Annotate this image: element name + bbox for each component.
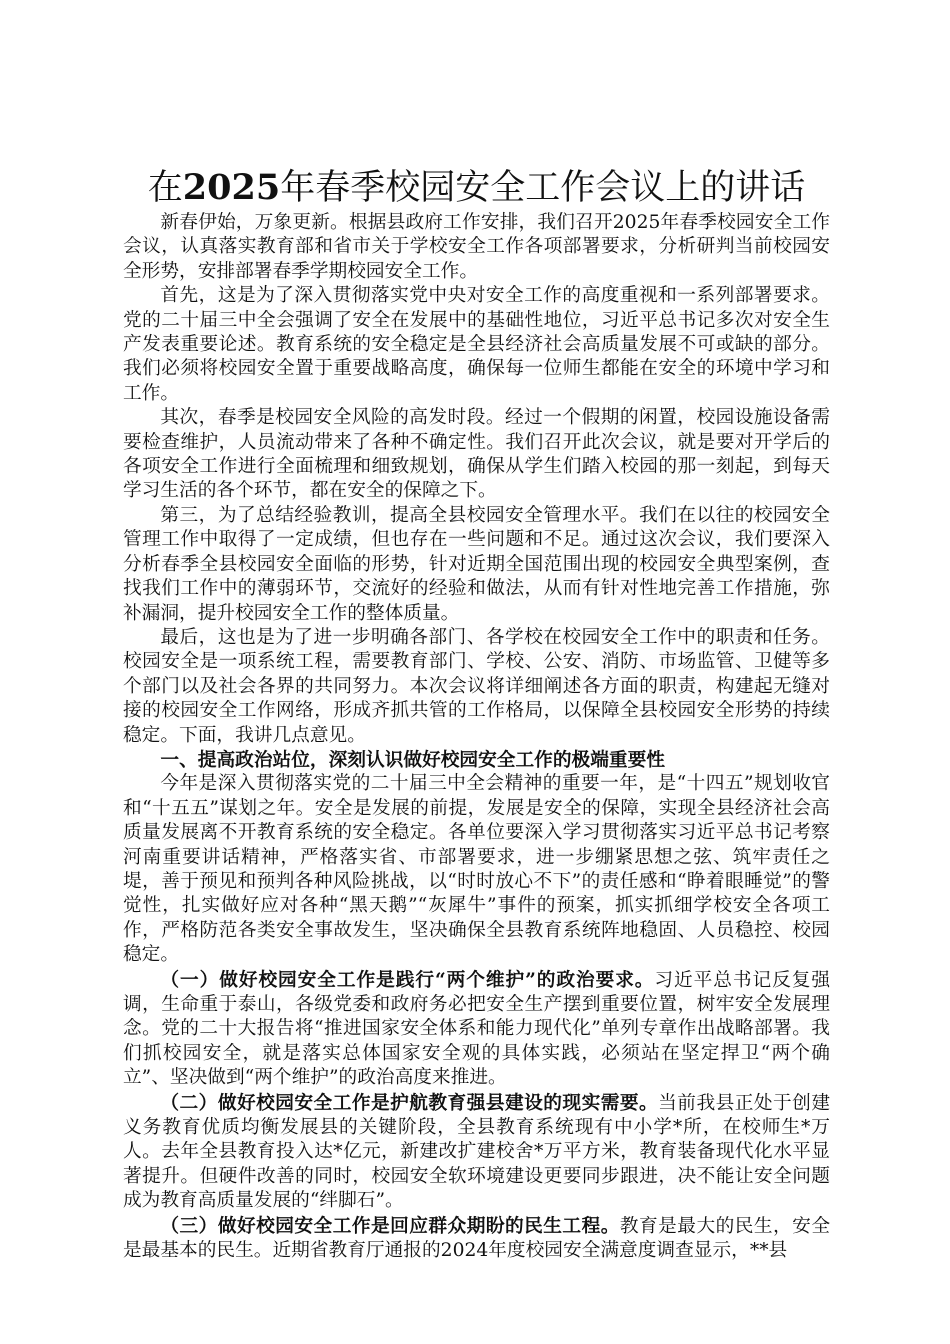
subsection-3 (123, 1214, 830, 1264)
subsection-1-body: 习近平总书记反复强调，生命重于泰山，各级党委和政府务必把安全生产摆到重要位置，树牢安全发展理念。党的二十大报告将“推进国家安全体系和能力现代化”单列专章作出战略部署。我们抓校园安全，就是落实总体国家安全观的具体实践，必须站在坚定捍卫“两个确立”、坚决做到“两个维护”的政治高度来推进。 (123, 969, 831, 1089)
subsection-1 (123, 968, 830, 1091)
paragraph-last: 最后，这也是为了进一步明确各部门、各学校在校园安全工作中的职责和任务。校园安全是一项系统工程，需要教育部门、学校、公安、消防、市场监管、卫健等多个部门以及社会各界的共同努力。本次会议将详细阐述各方面的职责，构建起无缝对接的校园安全工作网络，形成齐抓共管的工作格局，以保障全县校园安全形势的持续稳定。下面，我讲几点意见。 (123, 626, 830, 746)
title-prefix: 在 (147, 168, 183, 208)
subsection-3-body: 教育是最大的民生，安全是最基本的民生。近期省教育厅通报的2024年度校园安全满意度调查显示，**县 (123, 1215, 831, 1262)
subsection-3-lead: （三）做好校园安全工作是回应群众期盼的民生工程。 (160, 1214, 620, 1237)
title-year: 2025 (182, 167, 281, 208)
paragraph-second: 其次，春季是校园安全风险的高发时段。经过一个假期的闲置，校园设施设备需要检查维护，人员流动带来了各种不确定性。我们召开此次会议，就是要对开学后的各项安全工作进行全面梳理和细致规划，确保从学生们踏入校园的那一刻起，到每天学习生活的各个环节，都在安全的保障之下。 (123, 407, 830, 502)
document-page (123, 165, 830, 1263)
subsection-2-lead: （二）做好校园安全工作是护航教育强县建设的现实需要。 (160, 1091, 659, 1114)
title-suffix: 年春季校园安全工作会议上的讲话 (280, 168, 806, 208)
paragraph-section-1: 今年是深入贯彻落实党的二十届三中全会精神的重要一年，是“十四五”规划收官和“十五五”谋划之年。安全是发展的前提，发展是安全的保障，实现全县经济社会高质量发展离不开教育系统的安全稳定。各单位要深入学习贯彻落实习近平总书记考察河南重要讲话精神，严格落实省、市部署要求，进一步绷紧思想之弦、筑牢责任之堤，善于预见和预判各种风险挑战，以“时时放心不下”的责任感和“睁着眼睡觉”的警觉性，扎实做好应对各种“黑天鹅”“灰犀牛”事件的预案，抓实抓细学校安全各项工作，严格防范各类安全事故发生，坚决确保全县教育系统阵地稳固、人员稳控、校园稳定。 (123, 773, 830, 966)
paragraph-third: 第三，为了总结经验教训，提高全县校园安全管理水平。我们在以往的校园安全管理工作中取得了一定成绩，但也存在一些问题和不足。通过这次会议，我们要深入分析春季全县校园安全面临的形势，针对近期全国范围出现的校园安全典型案例，查找我们工作中的薄弱环节，交流好的经验和做法，从而有针对性地完善工作措施，弥补漏洞，提升校园安全工作的整体质量。 (123, 504, 830, 624)
document-title (123, 165, 830, 211)
paragraph-first: 首先，这是为了深入贯彻落实党中央对安全工作的高度重视和一系列部署要求。党的二十届三中全会强调了安全在发展中的基础性地位，习近平总书记多次对安全生产发表重要论述。教育系统的安全稳定是全县经济社会高质量发展不可或缺的部分。我们必须将校园安全置于重要战略高度，确保每一位师生都能在安全的环境中学习和工作。 (123, 285, 830, 404)
subsection-2 (123, 1091, 830, 1214)
subsection-2-body: 当前我县正处于创建义务教育优质均衡发展县的关键阶段，全县教育系统现有中小学*所，在校师生*万人。去年全县教育投入达*亿元，新建改扩建校舍*万平方米，教育装备现代化水平显著提升。但硬件改善的同时，校园安全软环境建设更要同步跟进，决不能让安全问题成为教育高质量发展的“绊脚石”。 (123, 1092, 831, 1212)
paragraph-intro: 新春伊始，万象更新。根据县政府工作安排，我们召开2025年春季校园安全工作会议，认真落实教育部和省市关于学校安全工作各项部署要求，分析研判当前校园安全形势，安排部署春季学期校园安全工作。 (123, 212, 830, 282)
subsection-1-lead: （一）做好校园安全工作是践行“两个维护”的政治要求。 (160, 968, 655, 991)
section-heading-1: 一、提高政治站位，深刻认识做好校园安全工作的极端重要性 (160, 748, 665, 771)
